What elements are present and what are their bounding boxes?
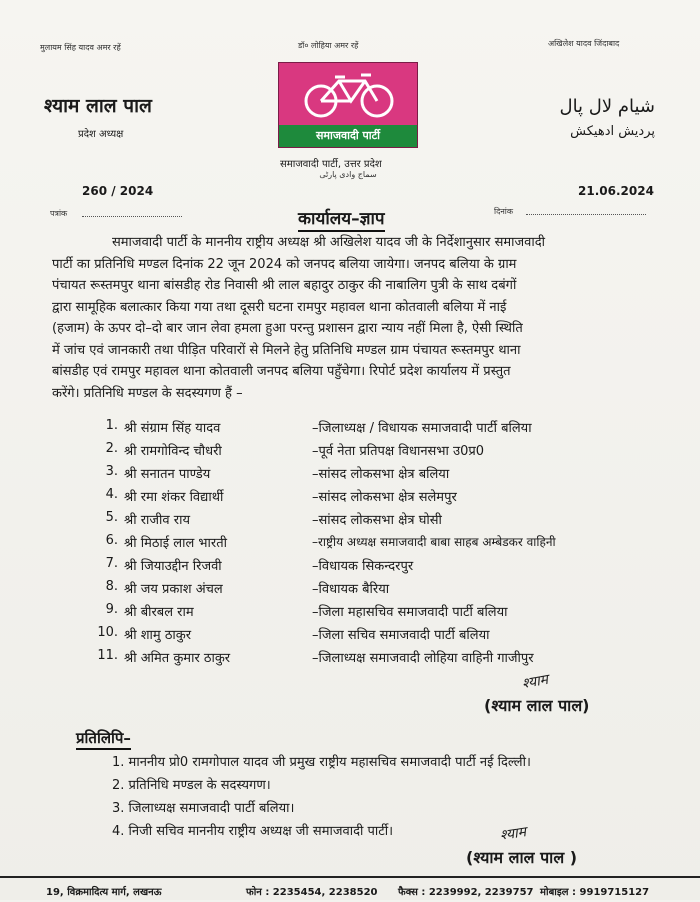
body-line: द्वारा सामूहिक बलात्कार किया गया तथा दूसरी घटना रामपुर महावल थाना कोतवाली बलिया में नाई: [52, 299, 507, 315]
slogan-right: अखिलेश यादव जिंदाबाद: [548, 39, 620, 48]
member-number: 10.: [97, 625, 118, 640]
member-number: 8.: [105, 579, 118, 594]
member-role: –विधायक बैरिया: [312, 582, 390, 597]
member-number: 4.: [105, 487, 118, 502]
sender-name-urdu: شیام لال پال: [559, 96, 655, 117]
member-number: 5.: [105, 510, 118, 525]
member-name: श्री जय प्रकाश अंचल: [124, 582, 223, 597]
letter-date: 21.06.2024: [578, 184, 654, 198]
member-name: श्री संग्राम सिंह यादव: [124, 421, 221, 436]
member-name: श्री राजीव राय: [124, 513, 190, 528]
copy-to-list: [112, 752, 672, 848]
ref-label: पत्रांक: [50, 209, 68, 218]
member-name: श्री बीरबल राम: [124, 605, 194, 620]
member-role: –सांसद लोकसभा क्षेत्र सलेमपुर: [312, 490, 457, 505]
bicycle-icon: [301, 67, 397, 121]
date-label: दिनांक: [494, 207, 513, 216]
signature-scribble: श्याम: [520, 671, 550, 693]
sender-post-urdu: پردیش ادھیکش: [570, 124, 655, 139]
footer-phone: फोन : 2235454, 2238520: [246, 887, 378, 898]
member-name: श्री रामगोविन्द चौधरी: [124, 444, 222, 459]
member-name: श्री रमा शंकर विद्यार्थी: [124, 490, 224, 505]
member-number: 11.: [97, 648, 118, 663]
member-number: 6.: [105, 533, 118, 548]
reference-number: 260 / 2024: [82, 184, 154, 198]
member-name: श्री शामु ठाकुर: [124, 628, 192, 643]
document-title: कार्यालय–ज्ञाप: [298, 206, 385, 232]
member-role: –सांसद लोकसभा क्षेत्र घोसी: [312, 513, 442, 528]
member-number: 7.: [105, 556, 118, 571]
ref-line: [82, 216, 182, 217]
member-number: 3.: [105, 464, 118, 479]
list-item: [112, 752, 531, 770]
copy-text: प्रतिनिधि मण्डल के सदस्यगण।: [128, 778, 271, 793]
member-role: –जिला महासचिव समाजवादी पार्टी बलिया: [312, 605, 508, 620]
copy-to-heading: प्रतिलिपि–: [76, 728, 131, 750]
copy-number: 3.: [112, 801, 125, 816]
body-line: बांसडीह एवं रामपुर महावल थाना कोतवाली जनपद बलिया पहुँचेगा। रिपोर्ट प्रदेश कार्यालय में प्रस्तुत: [52, 364, 511, 379]
member-number: 9.: [105, 602, 118, 617]
member-list: [90, 418, 650, 670]
footer-mobile: मोबाइल : 9919715127: [540, 887, 650, 898]
body-line: पार्टी का प्रतिनिधि मण्डल दिनांक 22 जून 2024 को जनपद बलिया जायेगा। जनपद बलिया के ग्राम: [52, 256, 517, 272]
member-role: –विधायक सिकन्दरपुर: [312, 559, 414, 574]
member-role: –जिलाध्यक्ष समाजवादी लोहिया वाहिनी गाजीपुर: [312, 651, 534, 666]
member-number: 2.: [105, 441, 118, 456]
member-role: –राष्ट्रीय अध्यक्ष समाजवादी बाबा साहब अम्बेडकर वाहिनी: [312, 535, 556, 549]
copy-number: 1.: [112, 755, 125, 770]
member-role: –जिला सचिव समाजवादी पार्टी बलिया: [312, 628, 490, 643]
body-line: पंचायत रूस्तमपुर थाना बांसडीह रोड निवासी श्री लाल बहादुर ठाकुर की नाबालिग पुत्री के साथ दबंगों: [52, 278, 517, 293]
body-line: (हजाम) के ऊपर दो–दो बार जान लेवा हमला हुआ परन्तु प्रशासन द्वारा न्याय नहीं मिला है, ऐसी स्थिति: [52, 321, 523, 336]
member-role: –जिलाध्यक्ष / विधायक समाजवादी पार्टी बलिया: [312, 421, 532, 436]
list-item: [112, 775, 271, 793]
party-logo: [278, 62, 418, 148]
signature-name: (श्याम लाल पाल ): [466, 848, 578, 867]
logo-text: समाजवादी पार्टी: [316, 129, 380, 142]
member-number: 1.: [105, 418, 118, 433]
footer-bar: [0, 876, 700, 902]
memo-body: [52, 232, 642, 404]
member-name: श्री सनातन पाण्डेय: [124, 467, 211, 482]
party-address: समाजवादी पार्टी, उत्तर प्रदेश: [280, 159, 382, 170]
copy-text: माननीय प्रो0 रामगोपाल यादव जी प्रमुख राष्ट्रीय महासचिव समाजवादी पार्टी नई दिल्ली।: [128, 755, 531, 770]
sender-name-hindi: श्याम लाल पाल: [44, 95, 152, 117]
signature-name: (श्याम लाल पाल): [484, 696, 590, 715]
body-line: करेंगे। प्रतिनिधि मण्डल के सदस्यगण हैं –: [52, 385, 243, 401]
body-line: में जांच एवं जानकारी तथा पीड़ित परिवारों से मिलने हेतु प्रतिनिधि मण्डल ग्राम पंचायत रूस्तमपुर थाना: [52, 342, 521, 358]
copy-text: जिलाध्यक्ष समाजवादी पार्टी बलिया।: [128, 801, 295, 816]
list-item: [112, 821, 393, 839]
copy-number: 4.: [112, 824, 125, 839]
footer-fax: फैक्स : 2239992, 2239757: [398, 887, 534, 898]
member-role: –सांसद लोकसभा क्षेत्र बलिया: [312, 467, 450, 482]
member-role: –पूर्व नेता प्रतिपक्ष विधानसभा उ0प्र0: [312, 444, 485, 459]
member-name: श्री मिठाई लाल भारती: [124, 536, 228, 551]
party-name-urdu: سماج وادی پارٹی: [319, 170, 377, 179]
copy-number: 2.: [112, 778, 125, 793]
footer-address: 19, विक्रमादित्य मार्ग, लखनऊ: [46, 887, 162, 898]
slogan-left: मुलायम सिंह यादव अमर रहें: [40, 43, 121, 52]
signature-scribble: श्याम: [499, 824, 528, 844]
date-line: [526, 214, 646, 215]
body-line: समाजवादी पार्टी के माननीय राष्ट्रीय अध्यक्ष श्री अखिलेश यादव जी के निर्देशानुसार समाजवादी: [112, 235, 546, 250]
member-name: श्री जियाउद्दीन रिजवी: [124, 559, 222, 574]
slogan-center: डॉ० लोहिया अमर रहें: [298, 41, 359, 50]
sender-post-hindi: प्रदेश अध्यक्ष: [78, 129, 124, 140]
member-name: श्री अमित कुमार ठाकुर: [124, 651, 231, 666]
copy-text: निजी सचिव माननीय राष्ट्रीय अध्यक्ष जी समाजवादी पार्टी।: [128, 824, 394, 839]
list-item: [112, 798, 294, 816]
